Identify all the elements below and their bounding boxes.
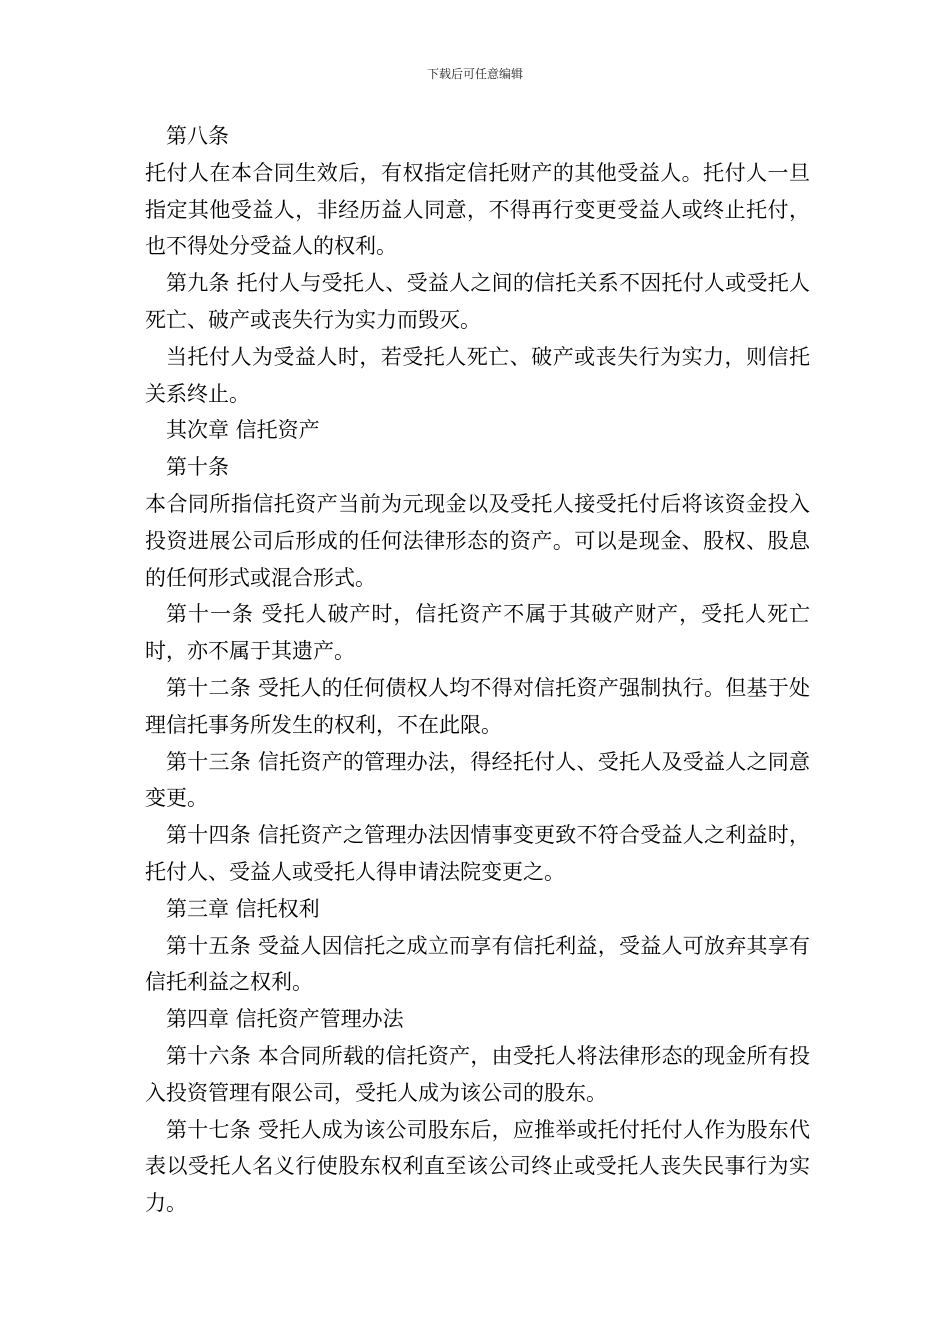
document-body	[145, 118, 810, 1222]
article-12: 第十二条 受托人的任何债权人均不得对信托资产强制执行。但基于处理信托事务所发生的权利，不在此限。	[145, 675, 810, 737]
chapter-4-heading: 第四章 信托资产管理办法	[166, 1007, 404, 1032]
article-13: 第十三条 信托资产的管理办法，得经托付人、受托人及受益人之同意变更。	[145, 749, 810, 811]
article-9-clause: 当托付人为受益人时，若受托人死亡、破产或丧失行为实力，则信托关系终止。	[145, 344, 810, 406]
article-15: 第十五条 受益人因信托之成立而享有信托利益，受益人可放弃其享有信托利益之权利。	[145, 933, 810, 995]
article-16: 第十六条 本合同所载的信托资产，由受托人将法律形态的现金所有投入投资管理有限公司，受托人成为该公司的股东。	[145, 1043, 810, 1105]
chapter-3-heading: 第三章 信托权利	[166, 896, 320, 921]
article-8-body: 托付人在本合同生效后，有权指定信托财产的其他受益人。托付人一旦指定其他受益人，非经历益人同意，不得再行变更受益人或终止托付，也不得处分受益人的权利。	[145, 160, 810, 259]
article-10-body: 本合同所指信托资产当前为元现金以及受托人接受托付后将该资金投入投资进展公司后形成的任何法律形态的资产。可以是现金、股权、股息的任何形式或混合形式。	[145, 491, 810, 590]
article-14: 第十四条 信托资产之管理办法因情事变更致不符合受益人之利益时，托付人、受益人或受托人得申请法院变更之。	[145, 823, 810, 884]
page-header: 下载后可任意编辑	[426, 67, 523, 81]
article-10-heading: 第十条	[166, 455, 229, 480]
article-11: 第十一条 受托人破产时，信托资产不属于其破产财产，受托人死亡时，亦不属于其遗产。	[145, 602, 810, 664]
chapter-2-heading: 其次章 信托资产	[166, 418, 320, 443]
article-9: 第九条 托付人与受托人、受益人之间的信托关系不因托付人或受托人死亡、破产或丧失行为实力而毁灭。	[145, 271, 810, 332]
article-17: 第十七条 受托人成为该公司股东后，应推举或托付托付人作为股东代表以受托人名义行使股东权利直至该公司终止或受托人丧失民事行为实力。	[145, 1117, 810, 1216]
article-8-heading: 第八条	[166, 124, 229, 148]
